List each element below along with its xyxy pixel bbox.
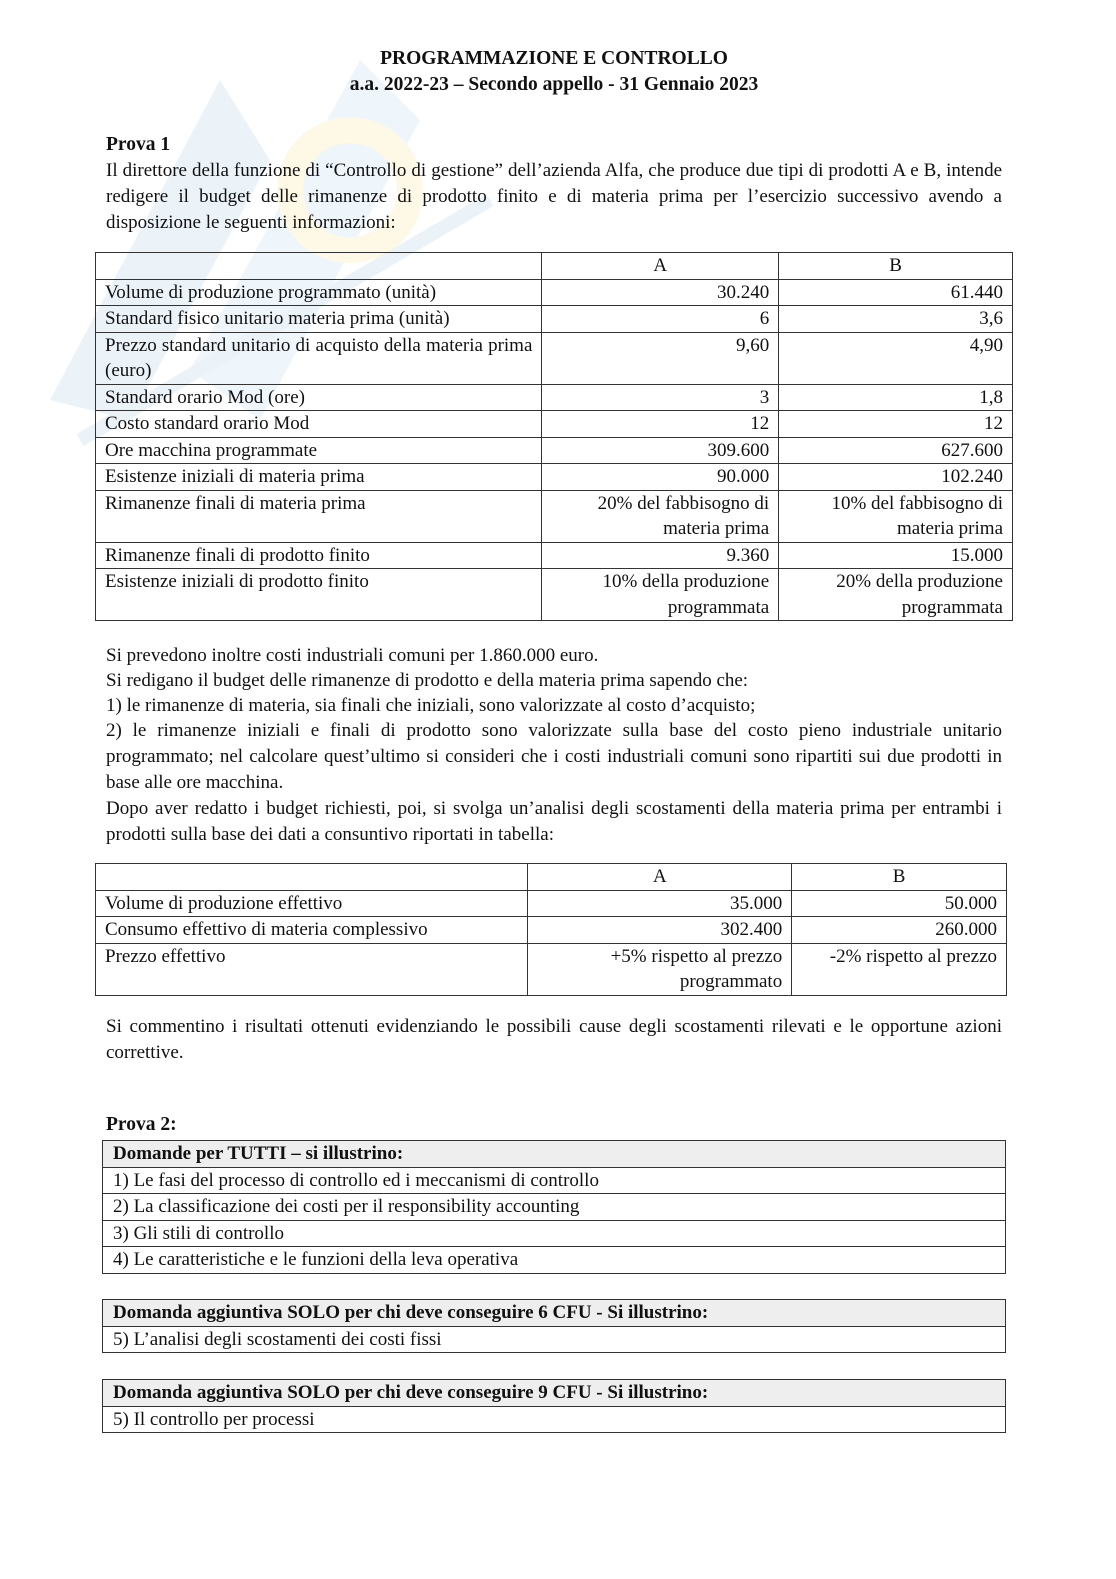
row-label: Rimanenze finali di prodotto finito bbox=[96, 542, 542, 569]
document-title: PROGRAMMAZIONE E CONTROLLO bbox=[380, 48, 728, 69]
value-b: 1,8 bbox=[779, 384, 1013, 411]
questions-9cfu-box bbox=[102, 1379, 1006, 1433]
table-row bbox=[96, 437, 1013, 464]
question-item: 2) La classificazione dei costi per il responsibility accounting bbox=[103, 1194, 1006, 1221]
table-header-row bbox=[96, 253, 1013, 280]
value-a: 30.240 bbox=[542, 279, 779, 306]
value-b: 12 bbox=[779, 411, 1013, 438]
table-row bbox=[96, 890, 1007, 917]
row-label: Prezzo effettivo bbox=[96, 943, 528, 995]
row-label: Esistenze iniziali di materia prima bbox=[96, 464, 542, 491]
row-label: Volume di produzione programmato (unità) bbox=[96, 279, 542, 306]
box-title: Domanda aggiuntiva SOLO per chi deve conseguire 9 CFU - Si illustrino: bbox=[103, 1380, 1006, 1407]
value-a: 90.000 bbox=[542, 464, 779, 491]
row-label: Consumo effettivo di materia complessivo bbox=[96, 917, 528, 944]
row-label: Volume di produzione effettivo bbox=[96, 890, 528, 917]
questions-all-box bbox=[102, 1140, 1006, 1274]
box-title: Domanda aggiuntiva SOLO per chi deve conseguire 6 CFU - Si illustrino: bbox=[103, 1300, 1006, 1327]
paragraph-variance-analysis: Dopo aver redatto i budget richiesti, poi, si svolga un’analisi degli scostamenti della materia prima per entrambi i prodotti sulla base dei dati a consuntivo riportati in tabella: bbox=[106, 798, 1002, 845]
value-a: 309.600 bbox=[542, 437, 779, 464]
question-item: 5) L’analisi degli scostamenti dei costi fissi bbox=[103, 1326, 1006, 1353]
table-row bbox=[96, 384, 1013, 411]
value-b: 4,90 bbox=[779, 332, 1013, 384]
value-b: 20% della produzione programmata bbox=[779, 569, 1013, 621]
paragraph-comment: Si commentino i risultati ottenuti evidenziando le possibili cause degli scostamenti rilevati e le opportune azioni correttive. bbox=[106, 1016, 1002, 1063]
value-b: 15.000 bbox=[779, 542, 1013, 569]
prova1-heading: Prova 1 bbox=[106, 134, 171, 155]
paragraph-common-costs: Si prevedono inoltre costi industriali comuni per 1.860.000 euro. bbox=[106, 645, 599, 666]
value-b: 260.000 bbox=[792, 917, 1007, 944]
actual-data-table bbox=[95, 863, 1007, 996]
value-a: 9,60 bbox=[542, 332, 779, 384]
table-row bbox=[96, 542, 1013, 569]
value-a: 35.000 bbox=[528, 890, 792, 917]
budget-data-table bbox=[95, 252, 1013, 621]
table-row bbox=[96, 917, 1007, 944]
table-row bbox=[96, 490, 1013, 542]
paragraph-condition-1: 1) le rimanenze di materia, sia finali che iniziali, sono valorizzate al costo d’acquisto; bbox=[106, 695, 756, 716]
table-header-row bbox=[96, 864, 1007, 891]
value-b: 61.440 bbox=[779, 279, 1013, 306]
row-label: Rimanenze finali di materia prima bbox=[96, 490, 542, 542]
question-item: 4) Le caratteristiche e le funzioni della leva operativa bbox=[103, 1247, 1006, 1274]
table-row bbox=[96, 306, 1013, 333]
prova1-intro: Il direttore della funzione di “Controllo di gestione” dell’azienda Alfa, che produce due tipi di prodotti A e B, intende redigere il budget delle rimanenze di prodotto finito e di materia prima per l’esercizio successivo avendo a disposizione le seguenti informazioni: bbox=[106, 160, 1002, 233]
value-b: -2% rispetto al prezzo bbox=[792, 943, 1007, 995]
value-a: +5% rispetto al prezzo programmato bbox=[528, 943, 792, 995]
row-label: Esistenze iniziali di prodotto finito bbox=[96, 569, 542, 621]
value-a: 20% del fabbisogno di materia prima bbox=[542, 490, 779, 542]
paragraph-budget-request: Si redigano il budget delle rimanenze di prodotto e della materia prima sapendo che: bbox=[106, 670, 749, 691]
question-item: 1) Le fasi del processo di controllo ed i meccanismi di controllo bbox=[103, 1167, 1006, 1194]
question-item: 5) Il controllo per processi bbox=[103, 1406, 1006, 1433]
prova2-heading: Prova 2: bbox=[106, 1114, 177, 1135]
row-label: Prezzo standard unitario di acquisto della materia prima (euro) bbox=[96, 332, 542, 384]
table-row bbox=[96, 411, 1013, 438]
value-a: 12 bbox=[542, 411, 779, 438]
value-a: 302.400 bbox=[528, 917, 792, 944]
document-subtitle: a.a. 2022-23 – Secondo appello - 31 Gennaio 2023 bbox=[349, 74, 759, 95]
paragraph-condition-2: 2) le rimanenze iniziali e finali di prodotto sono valorizzate sulla base del costo pieno industriale unitario programmato; nel calcolare quest’ultimo si consideri che i costi industriali comuni sono ripartiti sui due prodotti in base alle ore macchina. bbox=[106, 720, 1002, 793]
table-header-cell bbox=[96, 864, 528, 891]
table-row bbox=[96, 943, 1007, 995]
row-label: Standard orario Mod (ore) bbox=[96, 384, 542, 411]
table-row bbox=[96, 279, 1013, 306]
table-row bbox=[96, 569, 1013, 621]
table-row bbox=[96, 464, 1013, 491]
value-b: 102.240 bbox=[779, 464, 1013, 491]
question-item: 3) Gli stili di controllo bbox=[103, 1220, 1006, 1247]
value-b: 10% del fabbisogno di materia prima bbox=[779, 490, 1013, 542]
row-label: Standard fisico unitario materia prima (unità) bbox=[96, 306, 542, 333]
value-b: 627.600 bbox=[779, 437, 1013, 464]
table-header-cell bbox=[96, 253, 542, 280]
row-label: Costo standard orario Mod bbox=[96, 411, 542, 438]
box-title: Domande per TUTTI – si illustrino: bbox=[103, 1141, 1006, 1168]
value-a: 3 bbox=[542, 384, 779, 411]
table-row bbox=[96, 332, 1013, 384]
column-header-b: B bbox=[779, 253, 1013, 280]
row-label: Ore macchina programmate bbox=[96, 437, 542, 464]
value-b: 50.000 bbox=[792, 890, 1007, 917]
value-a: 9.360 bbox=[542, 542, 779, 569]
column-header-a: A bbox=[542, 253, 779, 280]
column-header-b: B bbox=[792, 864, 1007, 891]
questions-6cfu-box bbox=[102, 1299, 1006, 1353]
column-header-a: A bbox=[528, 864, 792, 891]
value-a: 10% della produzione programmata bbox=[542, 569, 779, 621]
value-b: 3,6 bbox=[779, 306, 1013, 333]
value-a: 6 bbox=[542, 306, 779, 333]
